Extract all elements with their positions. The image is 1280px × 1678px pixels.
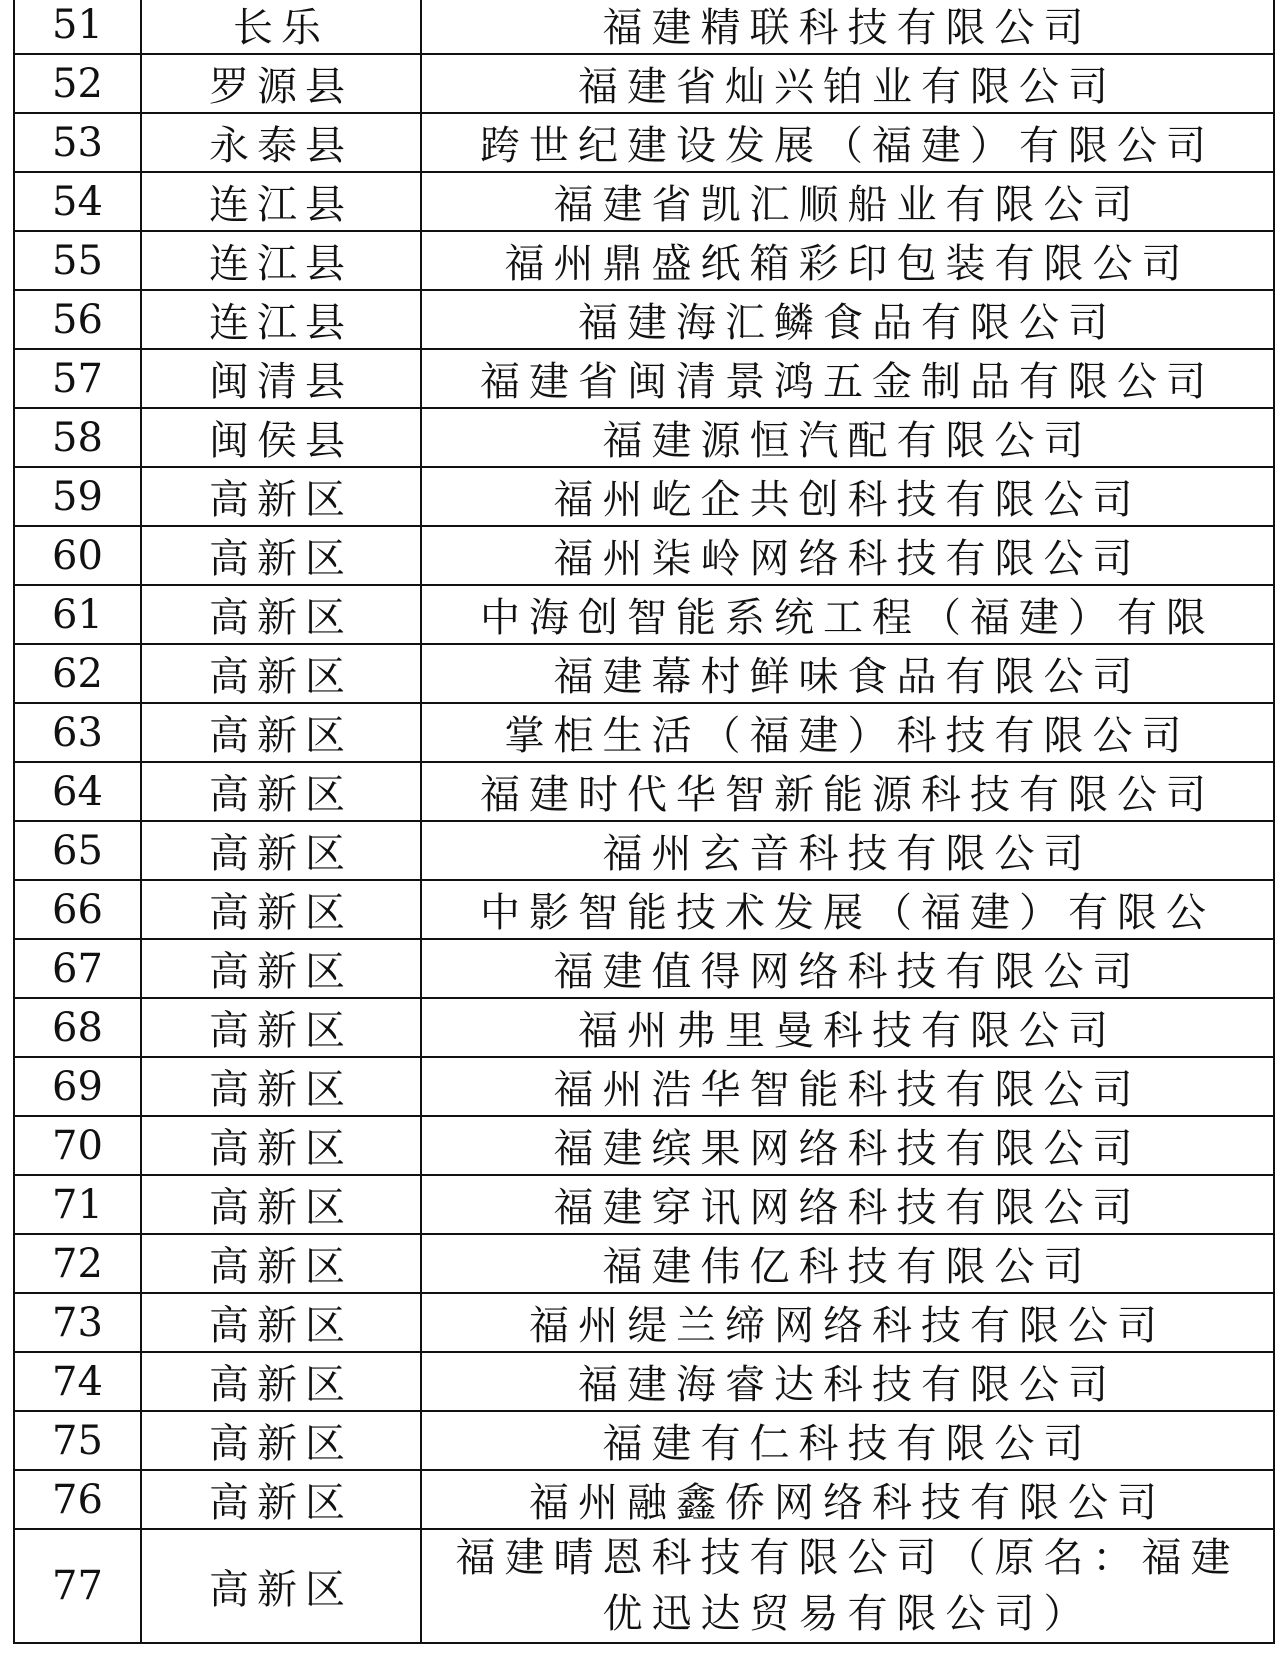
district-cell: 高新区: [141, 526, 421, 585]
company-list-document: [13, 0, 1275, 1644]
district-cell: 高新区: [141, 762, 421, 821]
row-number-cell: 53: [14, 113, 141, 172]
company-name-cell: 福建穿讯网络科技有限公司: [421, 1175, 1274, 1234]
row-number-cell: 74: [14, 1352, 141, 1411]
table-row: [14, 1293, 1274, 1352]
table-row: [14, 1116, 1274, 1175]
district-cell: 高新区: [141, 1293, 421, 1352]
district-cell: 高新区: [141, 703, 421, 762]
row-number-cell: 55: [14, 231, 141, 290]
table-row: [14, 1411, 1274, 1470]
company-name-cell: 福州柒岭网络科技有限公司: [421, 526, 1274, 585]
table-row: [14, 644, 1274, 703]
district-cell: 连江县: [141, 290, 421, 349]
district-cell: 高新区: [141, 644, 421, 703]
table-row: [14, 880, 1274, 939]
table-row: [14, 939, 1274, 998]
district-cell: 高新区: [141, 1175, 421, 1234]
company-name-cell: 福建时代华智新能源科技有限公司: [421, 762, 1274, 821]
row-number-cell: 69: [14, 1057, 141, 1116]
table-row: [14, 821, 1274, 880]
district-cell: 高新区: [141, 1234, 421, 1293]
row-number-cell: 68: [14, 998, 141, 1057]
row-number-cell: 66: [14, 880, 141, 939]
table-row: [14, 231, 1274, 290]
table-row: [14, 349, 1274, 408]
row-number-cell: 70: [14, 1116, 141, 1175]
row-number-cell: 58: [14, 408, 141, 467]
company-name-cell: 福建有仁科技有限公司: [421, 1411, 1274, 1470]
company-name-cell: 福建省灿兴铂业有限公司: [421, 54, 1274, 113]
company-name-cell: 福州缇兰缔网络科技有限公司: [421, 1293, 1274, 1352]
company-name-cell: 掌柜生活（福建）科技有限公司: [421, 703, 1274, 762]
district-cell: 高新区: [141, 1352, 421, 1411]
company-name-cell: 福州鼎盛纸箱彩印包装有限公司: [421, 231, 1274, 290]
company-name-cell: 福建省闽清景鸿五金制品有限公司: [421, 349, 1274, 408]
table-row: [14, 113, 1274, 172]
company-name-cell: 福建海汇鳞食品有限公司: [421, 290, 1274, 349]
district-cell: 长乐: [141, 0, 421, 54]
district-cell: 高新区: [141, 1470, 421, 1529]
table-row: [14, 703, 1274, 762]
company-name-cell: 福建缤果网络科技有限公司: [421, 1116, 1274, 1175]
row-number-cell: 64: [14, 762, 141, 821]
company-name-cell: 福州弗里曼科技有限公司: [421, 998, 1274, 1057]
row-number-cell: 52: [14, 54, 141, 113]
table-row: [14, 998, 1274, 1057]
row-number-cell: 75: [14, 1411, 141, 1470]
table-row: [14, 526, 1274, 585]
row-number-cell: 54: [14, 172, 141, 231]
district-cell: 高新区: [141, 1057, 421, 1116]
row-number-cell: 65: [14, 821, 141, 880]
table-row: [14, 54, 1274, 113]
company-name-cell: 福建幕村鲜味食品有限公司: [421, 644, 1274, 703]
district-cell: 高新区: [141, 1116, 421, 1175]
row-number-cell: 76: [14, 1470, 141, 1529]
table-row: [14, 1175, 1274, 1234]
row-number-cell: 61: [14, 585, 141, 644]
table-row: [14, 290, 1274, 349]
row-number-cell: 51: [14, 0, 141, 54]
district-cell: 高新区: [141, 1529, 421, 1643]
company-name-cell: 中影智能技术发展（福建）有限公: [421, 880, 1274, 939]
table-row: [14, 762, 1274, 821]
company-name-cell: 中海创智能系统工程（福建）有限: [421, 585, 1274, 644]
company-name-cell: 福州融鑫侨网络科技有限公司: [421, 1470, 1274, 1529]
table-row: [14, 1057, 1274, 1116]
row-number-cell: 62: [14, 644, 141, 703]
company-name-cell: 福州玄音科技有限公司: [421, 821, 1274, 880]
district-cell: 高新区: [141, 880, 421, 939]
table-row: [14, 0, 1274, 54]
company-name-cell: 福建省凯汇顺船业有限公司: [421, 172, 1274, 231]
district-cell: 高新区: [141, 998, 421, 1057]
district-cell: 闽清县: [141, 349, 421, 408]
company-name-cell: 福州浩华智能科技有限公司: [421, 1057, 1274, 1116]
table-row: [14, 585, 1274, 644]
company-name-cell: 福建晴恩科技有限公司（原名：福建优迅达贸易有限公司）: [421, 1529, 1274, 1643]
district-cell: 闽侯县: [141, 408, 421, 467]
row-number-cell: 56: [14, 290, 141, 349]
company-name-cell: 福建伟亿科技有限公司: [421, 1234, 1274, 1293]
company-name-cell: 福州屹企共创科技有限公司: [421, 467, 1274, 526]
company-name-cell: 福建值得网络科技有限公司: [421, 939, 1274, 998]
row-number-cell: 73: [14, 1293, 141, 1352]
row-number-cell: 67: [14, 939, 141, 998]
row-number-cell: 63: [14, 703, 141, 762]
district-cell: 连江县: [141, 172, 421, 231]
district-cell: 连江县: [141, 231, 421, 290]
row-number-cell: 72: [14, 1234, 141, 1293]
table-row: [14, 1529, 1274, 1643]
row-number-cell: 59: [14, 467, 141, 526]
row-number-cell: 77: [14, 1529, 141, 1643]
row-number-cell: 71: [14, 1175, 141, 1234]
table-row: [14, 408, 1274, 467]
district-cell: 高新区: [141, 821, 421, 880]
table-row: [14, 1234, 1274, 1293]
district-cell: 高新区: [141, 585, 421, 644]
company-table: [13, 0, 1275, 1644]
table-row: [14, 1352, 1274, 1411]
row-number-cell: 60: [14, 526, 141, 585]
district-cell: 罗源县: [141, 54, 421, 113]
district-cell: 高新区: [141, 1411, 421, 1470]
table-body: [14, 0, 1274, 1643]
company-name-cell: 跨世纪建设发展（福建）有限公司: [421, 113, 1274, 172]
district-cell: 高新区: [141, 467, 421, 526]
row-number-cell: 57: [14, 349, 141, 408]
company-name-cell: 福建源恒汽配有限公司: [421, 408, 1274, 467]
table-row: [14, 1470, 1274, 1529]
company-name-cell: 福建精联科技有限公司: [421, 0, 1274, 54]
table-row: [14, 467, 1274, 526]
company-name-cell: 福建海睿达科技有限公司: [421, 1352, 1274, 1411]
district-cell: 高新区: [141, 939, 421, 998]
table-row: [14, 172, 1274, 231]
district-cell: 永泰县: [141, 113, 421, 172]
